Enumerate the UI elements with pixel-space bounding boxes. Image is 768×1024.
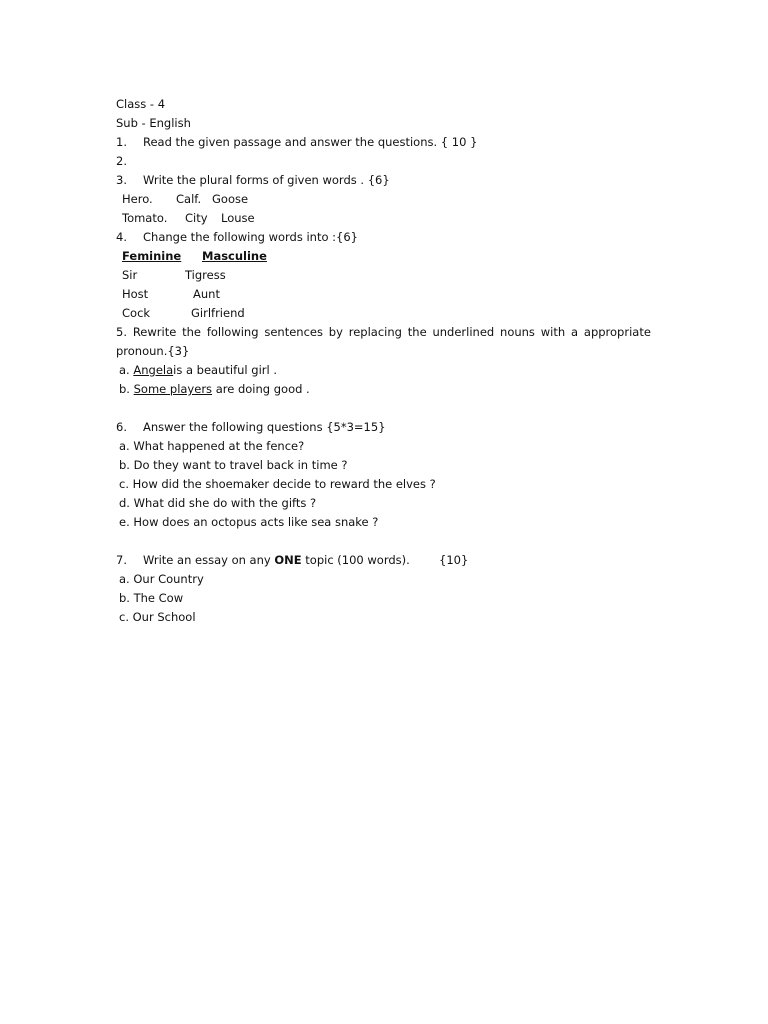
word: Tomato. — [122, 211, 168, 225]
sentence-rest: are doing good . — [215, 382, 310, 396]
question-text: Write the plural forms of given words . {6} — [143, 173, 390, 187]
spacer — [116, 532, 651, 551]
marks: {10} — [439, 553, 469, 567]
masculine-header: Masculine — [202, 249, 267, 263]
word: Rewrite — [132, 325, 177, 339]
list-item: b. The Cow — [119, 591, 184, 605]
word: Cock — [122, 306, 151, 320]
word: Louse — [221, 211, 255, 225]
word: Aunt — [193, 287, 220, 301]
gender-row — [116, 285, 651, 304]
word: appropriate — [583, 325, 651, 339]
worksheet-content — [116, 95, 651, 627]
plural-words-row-1 — [116, 190, 651, 209]
question-7 — [116, 551, 651, 570]
question-text: Write an essay on any — [143, 553, 271, 567]
word: nouns — [500, 325, 535, 339]
word: Host — [122, 287, 149, 301]
question-number: 2. — [116, 154, 127, 168]
word: Tigress — [185, 268, 226, 282]
question-number: 3. — [116, 173, 127, 187]
word: underlined — [432, 325, 495, 339]
question-6 — [116, 418, 651, 437]
question-5-continuation: pronoun.{3} — [116, 344, 190, 358]
item-letter: a. — [119, 363, 130, 377]
question-5 — [116, 323, 651, 342]
item-letter: b. — [119, 382, 130, 396]
question-3 — [116, 171, 651, 190]
class-line: Class - 4 — [116, 97, 166, 111]
gender-row — [116, 304, 651, 323]
question-text: Change the following words into :{6} — [143, 230, 358, 244]
list-item: c. Our School — [119, 610, 196, 624]
question-text: Answer the following questions {5*3=15} — [143, 420, 386, 434]
question-number: 5. — [116, 325, 127, 339]
word: the — [407, 325, 427, 339]
word: following — [206, 325, 259, 339]
sentence-a — [116, 361, 651, 380]
sentence-rest: is a beautiful girl . — [173, 363, 278, 377]
question-number: 1. — [116, 135, 127, 149]
question-text: Read the given passage and answer the questions. { 10 } — [143, 135, 478, 149]
underlined-noun: Angela — [133, 363, 174, 377]
word: a — [571, 325, 579, 339]
spacer — [116, 399, 651, 418]
question-number: 6. — [116, 420, 127, 434]
word: Hero. — [122, 192, 153, 206]
gender-table-header — [116, 247, 651, 266]
sentence-b — [116, 380, 651, 399]
word: Sir — [122, 268, 138, 282]
question-2 — [116, 152, 651, 171]
question-text-justified — [116, 323, 651, 342]
underlined-noun: Some players — [133, 382, 213, 396]
word: Calf. — [176, 192, 202, 206]
question-number: 4. — [116, 230, 127, 244]
question-1 — [116, 133, 651, 152]
word: Girlfriend — [191, 306, 245, 320]
subject-line: Sub - English — [116, 116, 191, 130]
plural-words-row-2 — [116, 209, 651, 228]
list-item: d. What did she do with the gifts ? — [119, 496, 317, 510]
list-item: b. Do they want to travel back in time ? — [119, 458, 348, 472]
word: the — [182, 325, 201, 339]
emphasis-word: ONE — [274, 553, 302, 567]
word: Goose — [212, 192, 249, 206]
word: City — [185, 211, 208, 225]
word: replacing — [348, 325, 402, 339]
gender-row — [116, 266, 651, 285]
list-item: c. How did the shoemaker decide to reward the elves ? — [119, 477, 436, 491]
list-item: e. How does an octopus acts like sea snake ? — [119, 515, 379, 529]
word: by — [328, 325, 343, 339]
word: sentences — [264, 325, 323, 339]
list-item: a. Our Country — [119, 572, 204, 586]
question-number: 7. — [116, 553, 127, 567]
question-text-end: topic (100 words). — [305, 553, 410, 567]
word: with — [540, 325, 566, 339]
feminine-header: Feminine — [122, 249, 182, 263]
question-4 — [116, 228, 651, 247]
list-item: a. What happened at the fence? — [119, 439, 305, 453]
